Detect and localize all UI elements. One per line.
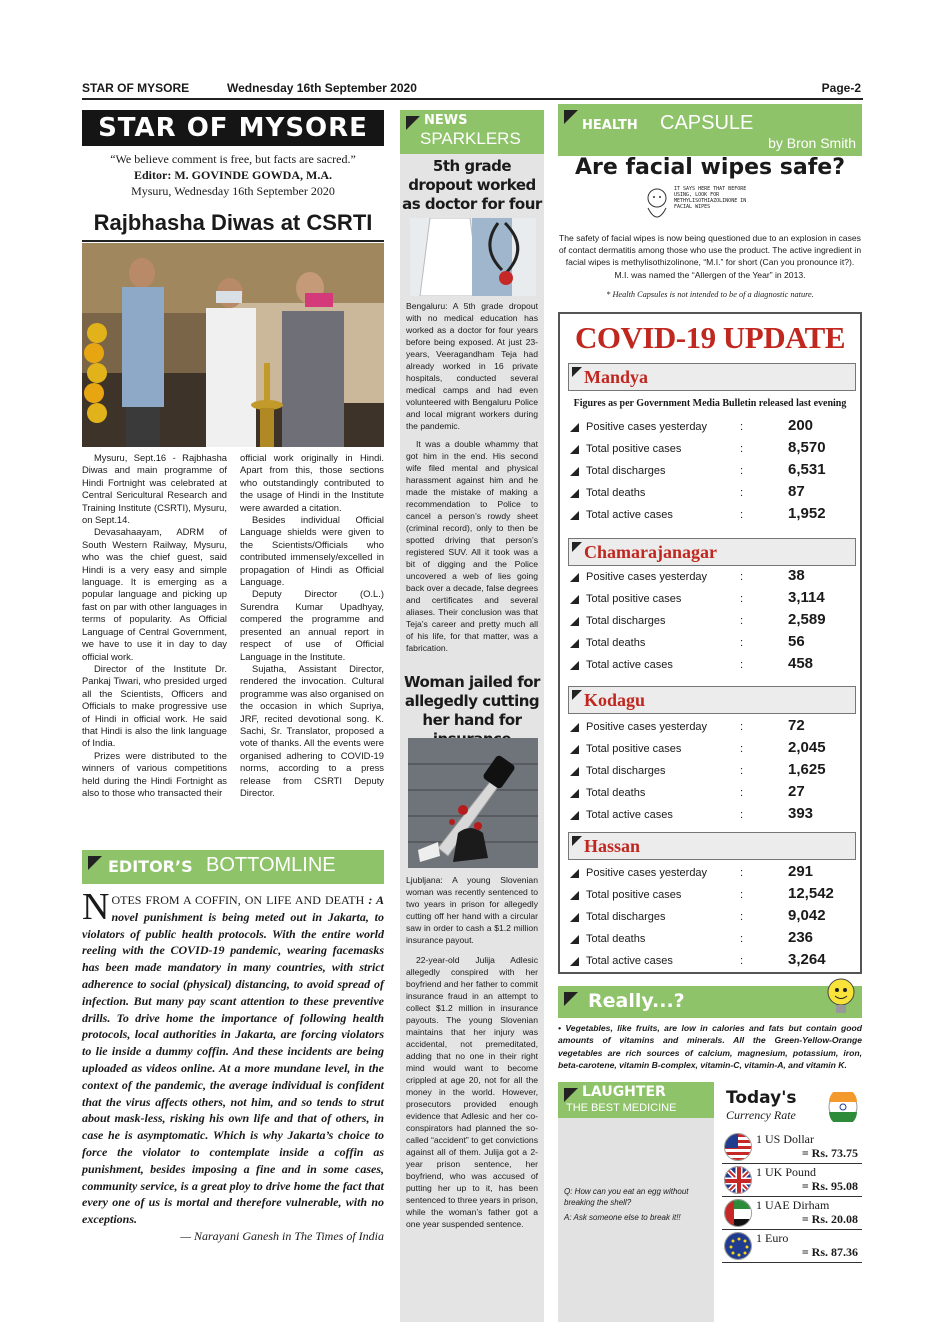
stat-row xyxy=(568,739,856,761)
stat-label: Total active cases xyxy=(586,955,673,967)
lightbulb-icon xyxy=(822,976,860,1016)
district-header-3 xyxy=(568,832,856,860)
currency-value: = Rs. 87.36 xyxy=(801,1245,858,1259)
stat-value: 12,542 xyxy=(788,885,834,902)
stat-row xyxy=(568,567,856,589)
editorial-text: : A novel punishment is being meted out in Jakarta, to violators of public health protocols. With the entire world reeling with the COVID-19 pandemic, wearing facemasks has been made mandatory in many countries, with strict adherence to social (physical) distancing, to avoid spread of infection. But many pay scant attention to these preventive drills. To drive home the importance of following health protocols, local authorities in Jakarta, are forcing violators to lie inside a dummy coffin. And these incidents are being uploaded as videos online. At a more mundane level, in the context of the pandemic, the average individual is confident that the virus affects others, not him, and so tends to strut about mask-less, risking his own life and that of others, in case he is asymptomatic. Which is why Jakarta’s choice to force the violator to contemplate inside a coffin as punishment, besides imposing a fine and in some cases, community service, is a great ploy to drive home the fact that every one of us is mortal and therefore vulnerable, with no exceptions. xyxy=(82,893,384,1227)
stat-row xyxy=(568,907,856,929)
news-sparklers-header xyxy=(400,110,544,154)
stat-row xyxy=(568,505,856,527)
triangle-bullet-icon xyxy=(570,869,579,878)
stat-separator: : xyxy=(740,659,744,671)
district-name: Kodagu xyxy=(584,690,646,710)
stat-separator: : xyxy=(740,487,744,499)
editor-line: Editor: M. GOVINDE GOWDA, M.A. xyxy=(134,168,332,182)
masthead-block xyxy=(82,151,384,199)
covid-subtitle: Figures as per Government Media Bulletin released last evening xyxy=(573,398,847,409)
paragraph: official work originally in Hindi. Apart from this, those sections who outstandingly contributed to the usage of Hindi in the Institute were awarded a citation. xyxy=(240,452,384,513)
section-title-light: THE BEST MEDICINE xyxy=(566,1102,677,1114)
header-paper-name: STAR OF MYSORE xyxy=(82,81,190,95)
stat-separator: : xyxy=(740,933,744,945)
stat-label: Total positive cases xyxy=(586,443,682,455)
section-title-light: SPARKLERS xyxy=(420,129,521,148)
stat-row xyxy=(568,461,856,483)
editorial-body xyxy=(82,886,384,1245)
stat-value: 72 xyxy=(788,717,805,734)
district-name: Hassan xyxy=(584,836,641,856)
paragraph: Deputy Director (O.L.) Surendra Kumar Upadhyay, compered the programme and presented an annual report in respect of use of Official Language in the Institute. xyxy=(240,588,384,662)
triangle-bullet-icon xyxy=(570,423,579,432)
triangle-marker-icon xyxy=(572,836,582,846)
stat-row xyxy=(568,611,856,633)
paragraph: It was a double whammy that got him in the end. His second wife filed mental and physical harassment against him and he made the mistake of making a recommendation to Police to cancel a person’s rowdy sheet (criminal record), only to then be spotted driving that person’s registered SUV. All it took was a bit of digging and the Police uncovered a web of lies going back over a decade, false degrees and certificates and several aliases. Their conclusion was that Teja’s career and pretty much all of his life, for that matter, was a fabrication. xyxy=(406,439,538,653)
currency-value: = Rs. 73.75 xyxy=(801,1146,858,1160)
stat-label: Total deaths xyxy=(586,787,646,799)
triangle-bullet-icon xyxy=(570,661,579,670)
paragraph: Prizes were distributed to the winners of various competitions held during the Hindi Fortnight as also to those who transacted their xyxy=(82,749,227,798)
stat-separator: : xyxy=(740,465,744,477)
paragraph: Sujatha, Assistant Director, rendered the invocation. Cultural programme was also organised on the occasion in which Supriya, JRF, recited devotional song. K. Sachi, Sr. Translator, proposed a vote of thanks. All the events were organised adhering to COVID-19 norms, according to a press release from CSRTI Deputy Director. xyxy=(240,662,384,798)
joke-question: Q: How can you eat an egg without breaking the shell? xyxy=(564,1187,689,1207)
stat-separator: : xyxy=(740,721,744,733)
stat-row xyxy=(568,951,856,973)
stat-value: 393 xyxy=(788,805,814,822)
currency-row xyxy=(722,1132,862,1164)
triangle-bullet-icon xyxy=(570,573,579,582)
currency-name: 1 US Dollar xyxy=(756,1132,814,1146)
article-headline-rajbhasha: Rajbhasha Diwas at CSRTI xyxy=(82,210,384,242)
stat-separator: : xyxy=(740,809,744,821)
really-body: Vegetables, like fruits, are low in calories and fats but contain good amounts of vitamins and minerals. All the Green-Yellow-Orange vegetables are rich sources of calcium, magnesium, potassium, iron, beta-carotene, vitamin B-complex, vitamin-C, vitamin-A, and vitamin K. xyxy=(558,1023,862,1070)
paragraph: Director of the Institute Dr. Pankaj Tiwari, who presided urged all the Scientists, Officers and Officials to make progressive use of Hindi in official work. He said that Hindi is also the link language of India. xyxy=(82,662,227,749)
stat-value: 87 xyxy=(788,483,805,500)
stat-label: Total deaths xyxy=(586,933,646,945)
district-header-1 xyxy=(568,538,856,566)
triangle-bullet-icon xyxy=(570,767,579,776)
photo-hand-knife xyxy=(408,738,538,868)
corner-tag-icon xyxy=(564,1088,578,1102)
currency-title: Today's xyxy=(726,1088,797,1108)
triangle-marker-icon xyxy=(572,690,582,700)
stat-label: Total discharges xyxy=(586,465,666,477)
triangle-bullet-icon xyxy=(570,595,579,604)
district-header-0 xyxy=(568,363,856,391)
currency-row xyxy=(722,1231,862,1263)
stat-label: Total positive cases xyxy=(586,593,682,605)
section-title-light: BOTTOMLINE xyxy=(206,854,336,876)
editorial-source: — Narayani Ganesh in The Times of India xyxy=(180,1228,384,1243)
stat-value: 8,570 xyxy=(788,439,826,456)
story-headline-woman-jailed: Woman jailed for allegedly cutting her hand for xyxy=(404,673,540,729)
stat-value: 56 xyxy=(788,633,805,650)
stat-separator: : xyxy=(740,571,744,583)
triangle-bullet-icon xyxy=(570,467,579,476)
story-text-woman-jailed xyxy=(406,874,538,1230)
stat-separator: : xyxy=(740,911,744,923)
stat-label: Total discharges xyxy=(586,765,666,777)
drop-cap: N xyxy=(82,886,110,928)
paragraph: Bengaluru: A 5th grade dropout with no medical education has worked as a doctor for four years before being exposed. At just 23-years, Veeragandham Teja had already worked in 16 private hospitals, conducted several medical camps and had even volunteered with Bengaluru Police and local migrant workers during the pandemic. xyxy=(406,301,538,431)
triangle-bullet-icon xyxy=(570,957,579,966)
stat-row xyxy=(568,589,856,611)
stat-row xyxy=(568,783,856,805)
header-date: Wednesday 16th September 2020 xyxy=(227,81,417,95)
stat-label: Positive cases yesterday xyxy=(586,421,708,433)
district-header-2 xyxy=(568,686,856,714)
stat-value: 458 xyxy=(788,655,814,672)
health-headline: Are facial wipes safe? xyxy=(575,155,845,180)
editors-bottomline-header xyxy=(82,850,384,884)
rajbhasha-col-2 xyxy=(240,452,384,799)
stat-label: Total deaths xyxy=(586,487,646,499)
photo-illustration xyxy=(82,243,384,447)
stat-value: 200 xyxy=(788,417,814,434)
stat-value: 38 xyxy=(788,567,805,584)
stat-label: Positive cases yesterday xyxy=(586,571,708,583)
stat-value: 3,264 xyxy=(788,951,826,968)
district-name: Chamarajanagar xyxy=(584,542,717,562)
rajbhasha-col-1 xyxy=(82,452,227,799)
stat-label: Positive cases yesterday xyxy=(586,721,708,733)
triangle-bullet-icon xyxy=(570,745,579,754)
stat-row xyxy=(568,885,856,907)
stat-value: 1,625 xyxy=(788,761,826,778)
triangle-bullet-icon xyxy=(570,511,579,520)
page-header-bar xyxy=(82,78,863,100)
stat-row xyxy=(568,655,856,677)
paragraph: Mysuru, Sept.16 - Rajbhasha Diwas and main programme of Hindi Fortnight was celebrated at Central Sericultural Research and Training Institute (CSRTI), Mysuru, on Sept.14. xyxy=(82,452,227,526)
really-header xyxy=(558,986,862,1018)
currency-subtitle: Currency Rate xyxy=(726,1108,796,1122)
face-sketch-icon xyxy=(642,186,672,226)
stat-separator: : xyxy=(740,615,744,627)
knife-illustration xyxy=(408,738,538,868)
us-flag-icon xyxy=(724,1133,752,1161)
uk-flag-icon xyxy=(724,1166,752,1194)
stat-value: 291 xyxy=(788,863,814,880)
currency-row xyxy=(722,1165,862,1197)
eu-flag-icon xyxy=(724,1232,752,1260)
section-title: Really...? xyxy=(588,990,685,1012)
stat-row xyxy=(568,417,856,439)
section-title-bold: EDITOR’S xyxy=(108,857,193,876)
health-disclaimer: * Health Capsules is not intended to be of a diagnostic nature. xyxy=(606,290,814,299)
stat-separator: : xyxy=(740,443,744,455)
corner-tag-icon xyxy=(406,116,420,130)
section-title-bold: LAUGHTER xyxy=(582,1084,666,1100)
triangle-bullet-icon xyxy=(570,723,579,732)
stat-label: Total active cases xyxy=(586,509,673,521)
currency-value: = Rs. 20.08 xyxy=(801,1212,858,1226)
stat-value: 6,531 xyxy=(788,461,826,478)
covid-update-box xyxy=(558,312,862,974)
triangle-bullet-icon xyxy=(570,811,579,820)
joke xyxy=(564,1186,710,1223)
stat-separator: : xyxy=(740,765,744,777)
stat-separator: : xyxy=(740,787,744,799)
stat-row xyxy=(568,863,856,885)
triangle-bullet-icon xyxy=(570,639,579,648)
triangle-bullet-icon xyxy=(570,935,579,944)
stat-label: Positive cases yesterday xyxy=(586,867,708,879)
stat-row xyxy=(568,761,856,783)
stat-value: 3,114 xyxy=(788,589,825,606)
masthead-title: STAR OF MYSORE xyxy=(82,110,384,146)
stat-value: 9,042 xyxy=(788,907,826,924)
paragraph: 22-year-old Julija Adlesic allegedly conspired with her boyfriend and her father to commit insurance fraud in an attempt to collect $1.2 million in insurance payouts. The young Slovenian maintains that her injury was accidental, not premeditated, adding that no one in their right mind would want to become crippled at age 20, not for all the money in the world. However, prosecutors provided enough evidence that Adlesic and her co-conspirators had planned the so-called “accident” to get convictions against all of them. Julija got a 2-year prison sentence, her boyfriend, who was accused of putting her up to it, has been sentenced to three years in prison, while the woman’s father got a one year suspended sentence. xyxy=(406,955,538,1229)
stat-separator: : xyxy=(740,889,744,901)
joke-answer: A: Ask someone else to break it!! xyxy=(564,1213,681,1222)
stat-separator: : xyxy=(740,509,744,521)
editorial-lead: OTES FROM A COFFIN, ON LIFE AND DEATH xyxy=(111,893,365,907)
stat-label: Total active cases xyxy=(586,809,673,821)
triangle-marker-icon xyxy=(572,542,582,552)
header-rule xyxy=(82,98,863,100)
currency-row xyxy=(722,1198,862,1230)
stat-row xyxy=(568,483,856,505)
paragraph: Besides individual Official Language shields were given to the Scientists/Officials who contributed immensely/excelled in propagation of Hindi as Official Language. xyxy=(240,514,384,588)
india-flag-icon xyxy=(828,1092,858,1122)
stat-label: Total active cases xyxy=(586,659,673,671)
laughter-header xyxy=(558,1082,714,1118)
currency-rate-box xyxy=(722,1084,862,1324)
stat-separator: : xyxy=(740,421,744,433)
triangle-marker-icon xyxy=(572,367,582,377)
photo-lamp-lighting xyxy=(82,243,384,447)
stat-separator: : xyxy=(740,955,744,967)
photo-doctor-stethoscope xyxy=(410,218,536,296)
triangle-bullet-icon xyxy=(570,789,579,798)
triangle-bullet-icon xyxy=(570,891,579,900)
masthead-dateline: Mysuru, Wednesday 16th September 2020 xyxy=(131,184,335,198)
section-title-bold: HEALTH xyxy=(582,118,638,133)
section-title-light: CAPSULE xyxy=(660,112,754,134)
currency-name: 1 UK Pound xyxy=(756,1165,817,1179)
currency-name: 1 Euro xyxy=(756,1231,789,1245)
stat-row xyxy=(568,633,856,655)
story-text-dropout xyxy=(406,300,538,654)
paragraph: Ljubljana: A young Slovenian woman was recently sentenced to two years in prison for allegedly cutting off her hand with a circular saw in order to cash a $1.2 million insurance payout. xyxy=(406,875,538,945)
section-title-bold: NEWS xyxy=(424,113,468,128)
header-page-number: Page-2 xyxy=(821,81,861,95)
bullet-icon: • xyxy=(558,1023,566,1033)
motto: “We believe comment is free, but facts are sacred.” xyxy=(110,152,356,166)
health-capsule-header xyxy=(558,104,862,156)
stat-separator: : xyxy=(740,593,744,605)
paragraph: Devasahaayam, ADRM of South Western Railway, Mysuru, who was the chief guest, said Hindi is a very easy and simple language. It is emerging as a popular language and picking up fast on par with other languages in terms of popularity. As Official Language of Central Government, we have to use it in day to day official work. xyxy=(82,526,227,662)
corner-tag-icon xyxy=(564,992,578,1006)
currency-name: 1 UAE Dirham xyxy=(756,1198,830,1212)
sketch-cartoon xyxy=(640,184,760,228)
health-text: The safety of facial wipes is now being questioned due to an explosion in cases of contact dermatitis among those who use the product. The active ingredient in facial wipes is methylisothizolinone, “M.I.” for short (Can you pronounce it?). M.I. was named the “Allergen of the Year” in 2013. xyxy=(558,233,862,280)
byline: by Bron Smith xyxy=(768,135,856,151)
really-text xyxy=(558,1022,862,1071)
stat-label: Total discharges xyxy=(586,615,666,627)
triangle-bullet-icon xyxy=(570,489,579,498)
stat-value: 2,045 xyxy=(788,739,826,756)
stat-row xyxy=(568,439,856,461)
stat-separator: : xyxy=(740,743,744,755)
stat-separator: : xyxy=(740,637,744,649)
uae-flag-icon xyxy=(724,1199,752,1227)
stat-label: Total discharges xyxy=(586,911,666,923)
story-headline-dropout: 5th grade dropout worked as doctor for four xyxy=(402,157,542,213)
triangle-bullet-icon xyxy=(570,617,579,626)
stat-row xyxy=(568,717,856,739)
stat-value: 27 xyxy=(788,783,805,800)
sketch-text: IT SAYS HERE THAT BEFORE USING, LOOK FOR METHYLISOTHIAZOLINONE IN FACIAL WIPES xyxy=(674,186,747,210)
corner-tag-icon xyxy=(88,856,102,870)
stat-row xyxy=(568,929,856,951)
triangle-bullet-icon xyxy=(570,445,579,454)
stat-label: Total positive cases xyxy=(586,743,682,755)
stat-label: Total deaths xyxy=(586,637,646,649)
stat-label: Total positive cases xyxy=(586,889,682,901)
currency-value: = Rs. 95.08 xyxy=(801,1179,858,1193)
stat-row xyxy=(568,805,856,827)
district-name: Mandya xyxy=(584,367,649,387)
stat-value: 236 xyxy=(788,929,814,946)
stat-separator: : xyxy=(740,867,744,879)
triangle-bullet-icon xyxy=(570,913,579,922)
doctor-illustration xyxy=(410,218,536,296)
stat-value: 1,952 xyxy=(788,505,826,522)
stat-value: 2,589 xyxy=(788,611,826,628)
covid-title: COVID-19 UPDATE xyxy=(574,320,846,355)
corner-tag-icon xyxy=(564,110,578,124)
